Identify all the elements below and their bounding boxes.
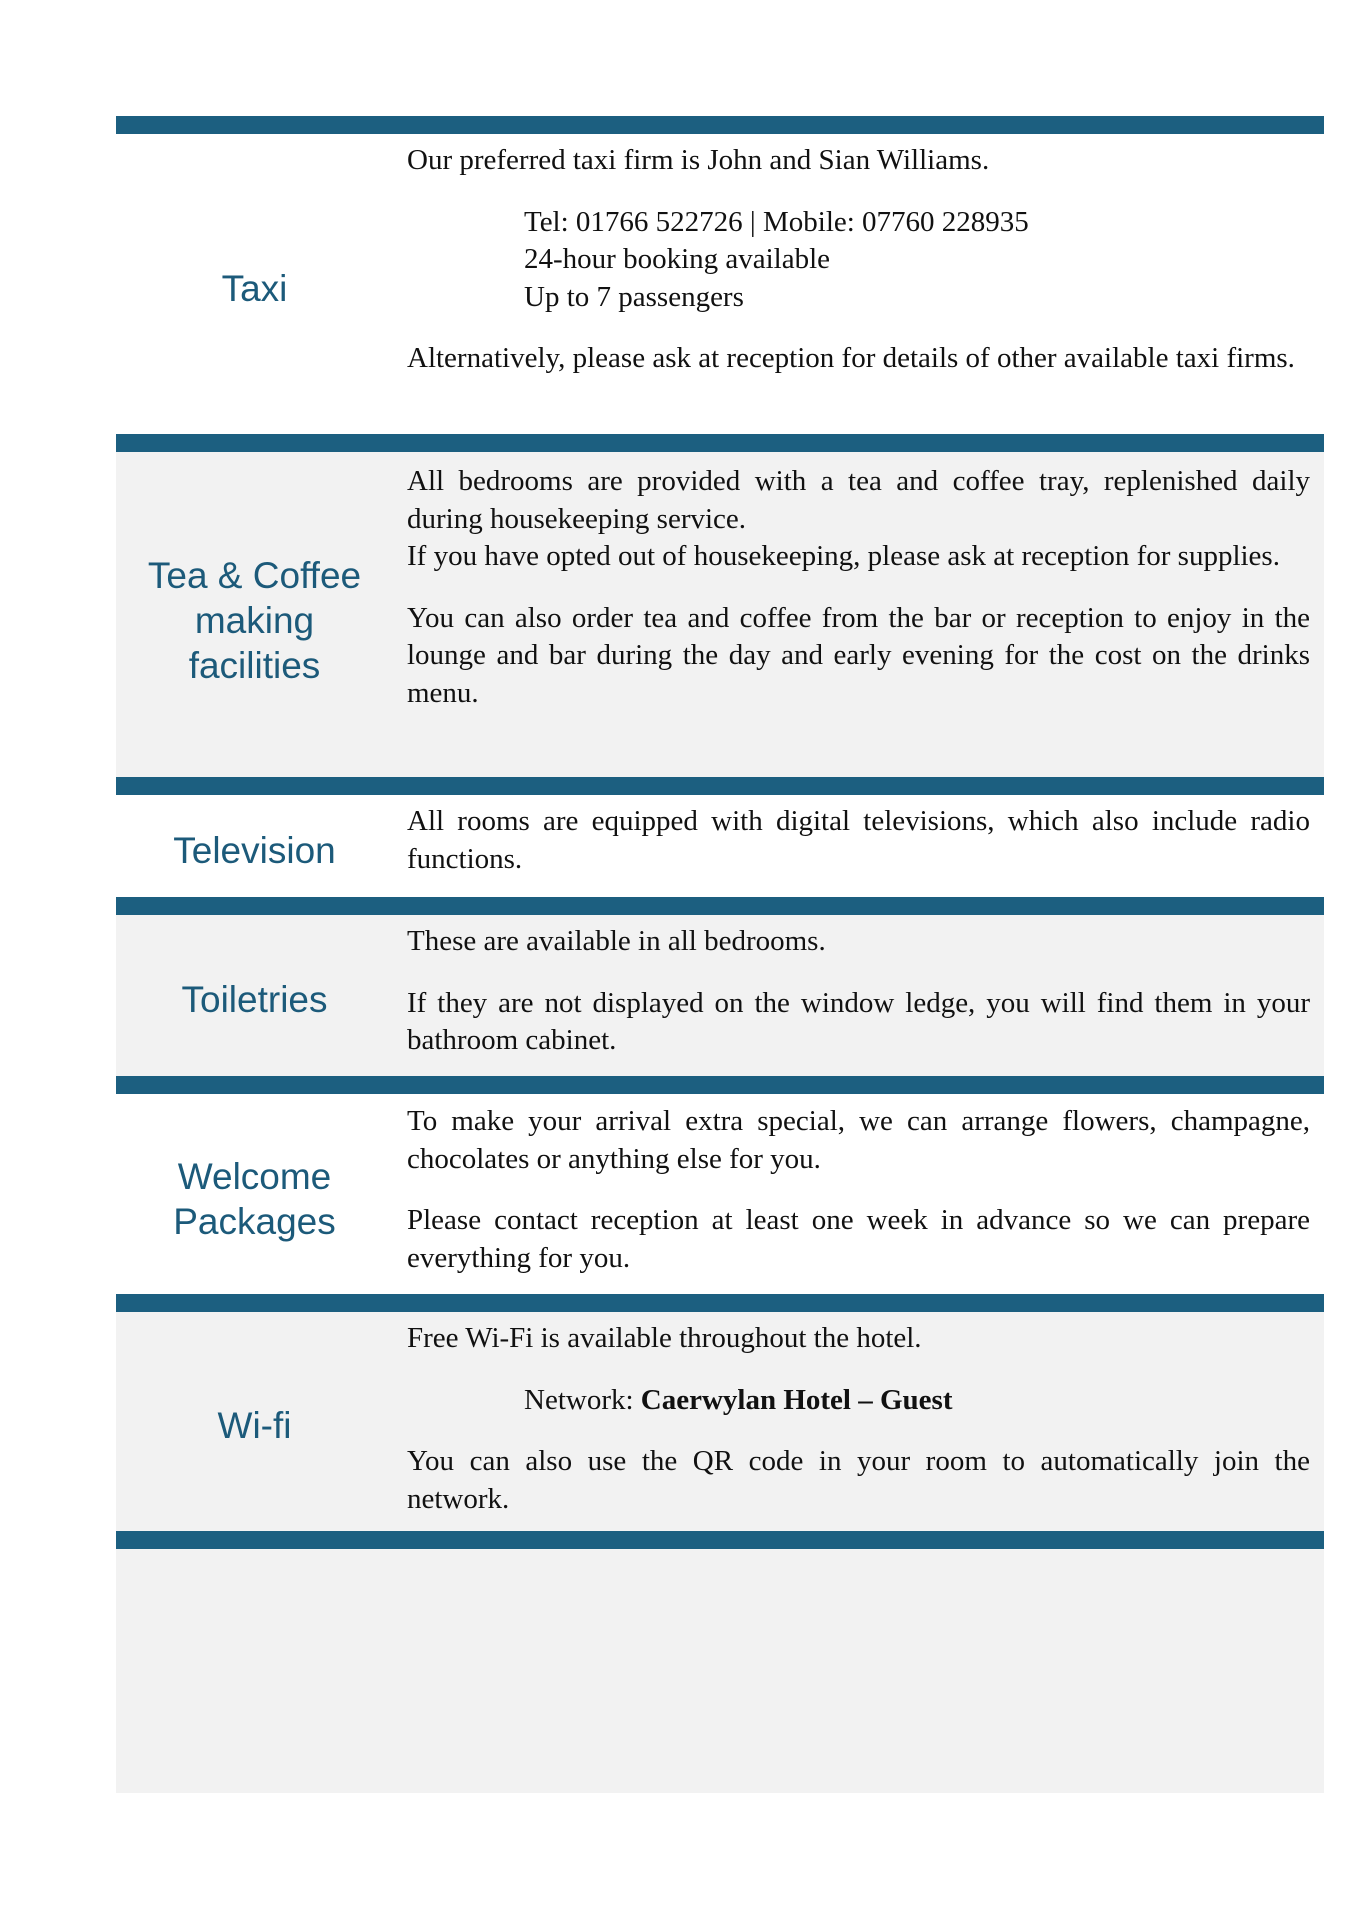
television-heading: Television [173,829,336,871]
toiletries-heading: Toiletries [181,979,328,1020]
taxi-row [116,134,1324,434]
facilities-table [116,116,1324,1793]
wifi-content [393,1320,1324,1531]
welcome-packages-heading-line: Packages [173,1200,336,1242]
welcome-packages-heading [116,1103,393,1294]
television-content [393,803,1324,897]
wifi-network-line [407,1382,1310,1420]
tea-coffee-heading-line: facilities [188,644,321,686]
welcome-packages-content [393,1103,1324,1294]
taxi-outro: Alternatively, please ask at reception for details of other available taxi firms. [407,342,1295,374]
wifi-network-name: Caerwylan Hotel – Guest [640,1383,953,1416]
tea-coffee-content [393,463,1324,777]
taxi-intro: Our preferred taxi firm is John and Sian Williams. [407,144,990,176]
taxi-content [393,142,1324,434]
taxi-booking: 24-hour booking available [524,243,831,275]
wifi-heading: Wi-fi [217,1405,292,1446]
wifi-availability-text: Free Wi-Fi is available throughout the hotel. [407,1322,922,1354]
section-divider [116,1294,1324,1312]
taxi-phone: Tel: 01766 522726 | Mobile: 07760 228935 [524,205,1029,238]
wifi-qr-text: You can also use the QR code in your room to automatically join the network. [407,1445,1310,1515]
section-divider [116,434,1324,452]
section-divider [116,897,1324,915]
television-row [116,795,1324,897]
wifi-network-prefix: Network: [524,1383,641,1416]
welcome-packages-offer-text: To make your arrival extra special, we can arrange flowers, champagne, chocolates or anything else for you. [407,1105,1310,1175]
toiletries-available-text: These are available in all bedrooms. [407,925,826,957]
tea-coffee-tray-text: All bedrooms are provided with a tea and coffee tray, replenished daily during housekeeping service. [407,465,1310,535]
toiletries-location-text: If they are not displayed on the window ledge, you will find them in your bathroom cabinet. [407,986,1310,1056]
empty-row [116,1549,1324,1793]
tea-coffee-heading-line: Tea & Coffee [147,554,362,596]
tea-coffee-heading [116,463,393,777]
tea-coffee-optout-text: If you have opted out of housekeeping, please ask at reception for supplies. [407,540,1280,572]
welcome-packages-row [116,1094,1324,1294]
toiletries-row [116,915,1324,1076]
section-divider [116,777,1324,795]
tea-coffee-row [116,452,1324,777]
tea-coffee-order-text: You can also order tea and coffee from the bar or reception to enjoy in the lounge and bar during the day and early evening for the cost on the drinks menu. [407,601,1310,709]
television-text: All rooms are equipped with digital televisions, which also include radio functions. [407,805,1310,875]
wifi-row [116,1312,1324,1531]
welcome-packages-heading-line: Welcome [177,1155,332,1197]
toiletries-content [393,923,1324,1076]
section-divider [116,1076,1324,1094]
section-divider [116,1531,1324,1549]
taxi-capacity: Up to 7 passengers [524,280,744,313]
tea-coffee-heading-line: making [194,599,315,641]
section-divider [116,116,1324,134]
welcome-packages-contact-text: Please contact reception at least one week in advance so we can prepare everything for you. [407,1204,1310,1274]
taxi-heading: Taxi [221,267,288,309]
